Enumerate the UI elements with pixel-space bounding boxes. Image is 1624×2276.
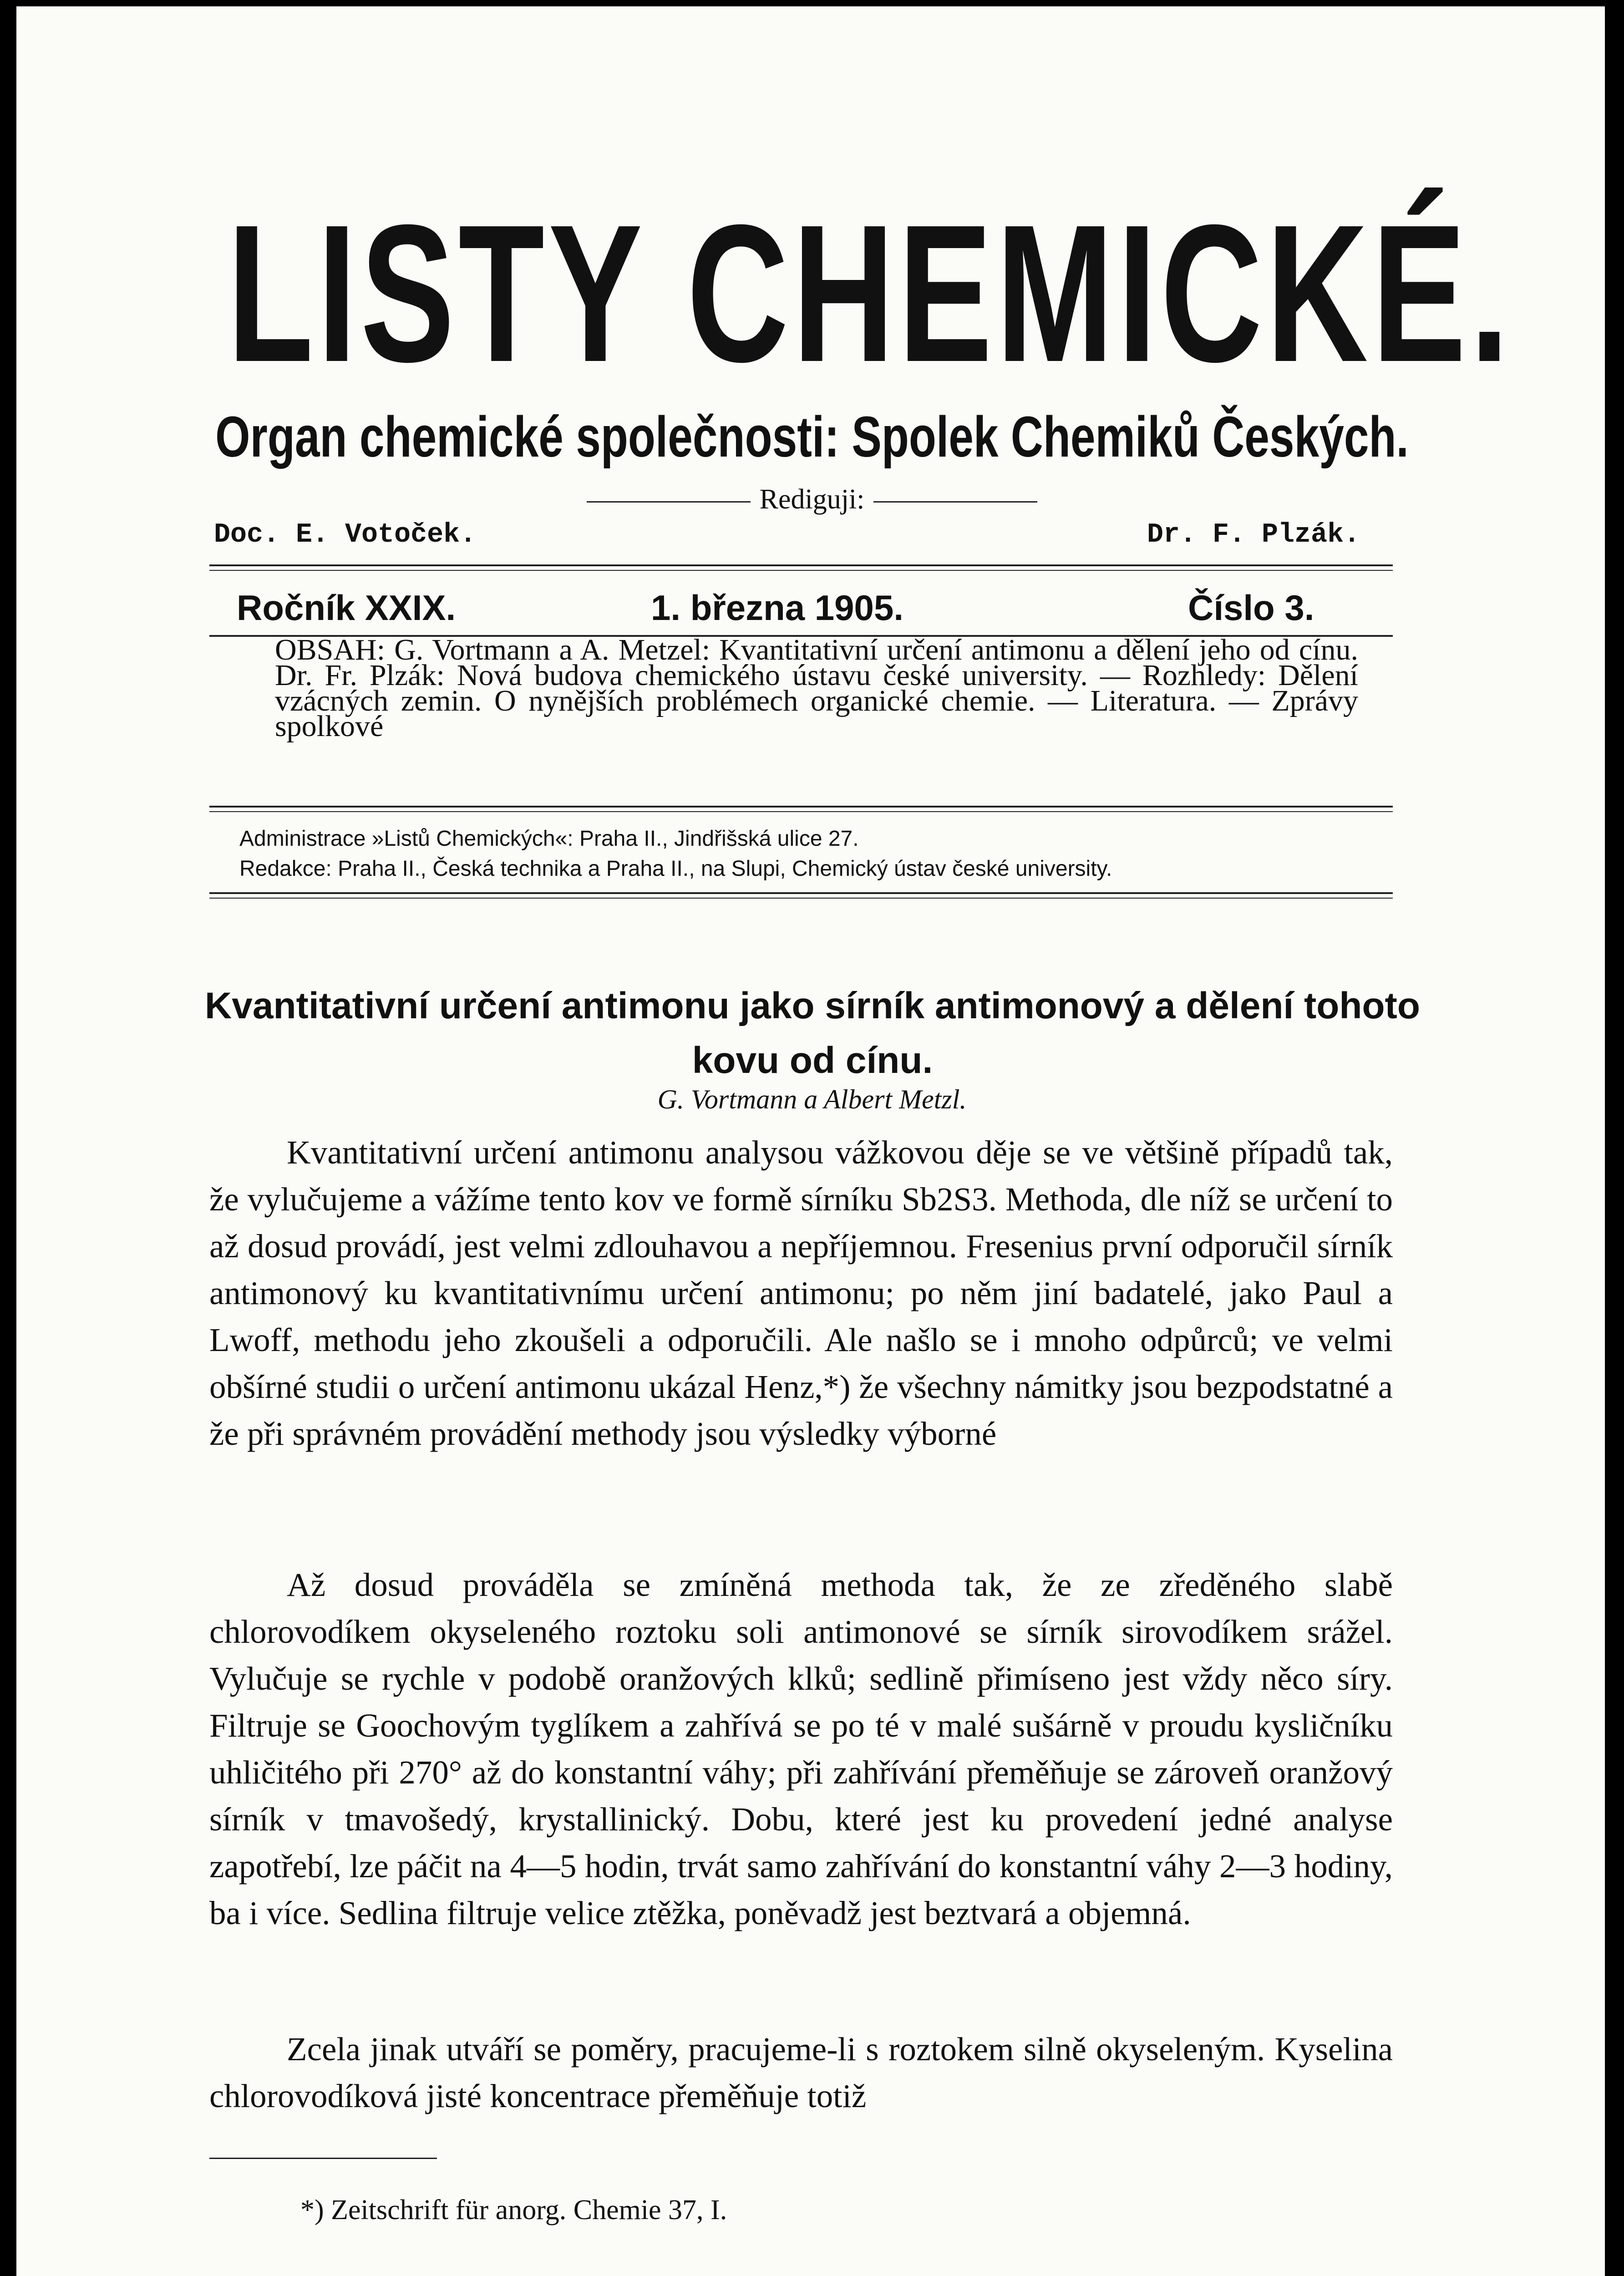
issue-date: 1. března 1905. <box>651 588 903 628</box>
rediguji-label: Rediguji: <box>759 484 865 515</box>
contents-rule <box>209 806 1393 808</box>
contents-text: G. Vortmann a A. Metzel: Kvantitativní určení antimonu a dělení jeho od cínu. Dr. Fr. Plzák: Nová budova chemického ústavu české university. — Rozhledy: Dělení vzácných zemin. O nynějších problémech organické chemie. — Literatura. — Zprávy spolkové <box>275 633 1359 743</box>
rediguji-line <box>0 483 1624 515</box>
paragraph-1-text: Kvantitativní určení antimonu analysou vážkovou děje se ve většině případů tak, že vylučujeme a vážíme tento kov ve formě sírníku Sb2S3. Methoda, dle níž se určení to až dosud provádí, jest velmi zdlouhavou a nepříjemnou. Fresenius první odporučil sírník antimonový ku kvantitativnímu určení antimonu; po něm jiní badatelé, jako Paul a Lwoff, methodu jeho zkoušeli a odporučili. Ale našlo se i mnoho odpůrců; ve velmi obšírné studii o určení antimonu ukázal Henz,*) že všechny námitky jsou bezpodstatné a že při správném provádění methody jsou výsledky výborné <box>209 1134 1393 1452</box>
admin-rule-thin <box>209 898 1393 899</box>
masthead-rule-top-thin <box>209 570 1393 571</box>
admin-line-1: Administrace »Listů Chemických«: Praha II., Jindřišská ulice 27. <box>239 827 859 851</box>
paragraph-3-text: Zcela jinak utváří se poměry, pracujeme-li s roztokem silně okyseleným. Kyselina chlorovodíková jisté koncentrace přeměňuje totiž <box>209 2031 1393 2114</box>
article-authors: G. Vortmann a Albert Metzl. <box>657 1084 967 1114</box>
footnote: *) Zeitschrift für anorg. Chemie 37, I. <box>300 2195 727 2225</box>
administration-info <box>239 824 1112 884</box>
admin-line-2: Redakce: Praha II., Česká technika a Praha II., na Slupi, Chemický ústav české university. <box>239 857 1112 881</box>
paragraph-1 <box>209 1129 1393 1457</box>
footnote-rule <box>209 2158 437 2159</box>
left-dash <box>587 501 751 503</box>
editor-left: Doc. E. Votoček. <box>214 519 477 550</box>
admin-rule <box>209 892 1393 894</box>
article-title: Kvantitativní určení antimonu jako sírník antimonový a dělení tohoto kovu od cínu. <box>205 985 1420 1081</box>
paragraph-3 <box>209 2026 1393 2119</box>
contents-label: OBSAH: <box>275 633 386 666</box>
right-dash <box>873 501 1037 503</box>
contents-rule-thin <box>209 811 1393 812</box>
journal-title: LISTY CHEMICKÉ. <box>227 184 1513 403</box>
paragraph-2-text: Až dosud prováděla se zmíněná methoda tak, že ze zředěného slabě chlorovodíkem okyseleného roztoku soli antimonové se sírník sirovodíkem srážel. Vylučuje se rychle v podobě oranžových klků; sedlině přimíseno jest vždy něco síry. Filtruje se Goochovým tyglíkem a zahřívá se po té v malé sušárně v proudu kysličníku uhličitého při 270° až do konstantní váhy; při zahřívání přeměňuje se zároveň oranžový sírník v tmavošedý, krystallinický. Dobu, které jest ku provedení jedné analyse zapotřebí, lze páčit na 4—5 hodin, trvát samo zahřívání do konstantní váhy 2—3 hodiny, ba i více. Sedlina filtruje velice ztěžka, poněvadž jest beztvará a objemná. <box>209 1566 1393 1931</box>
masthead-rule-top <box>209 564 1393 566</box>
table-of-contents <box>275 633 1359 743</box>
journal-subtitle: Organ chemické společnosti: Spolek Chemiků Českých. <box>215 405 1409 469</box>
editor-right: Dr. F. Plzák. <box>1147 519 1360 550</box>
issue-number: Číslo 3. <box>1188 588 1314 628</box>
paragraph-2 <box>209 1561 1393 1936</box>
volume-label: Ročník XXIX. <box>237 588 456 628</box>
